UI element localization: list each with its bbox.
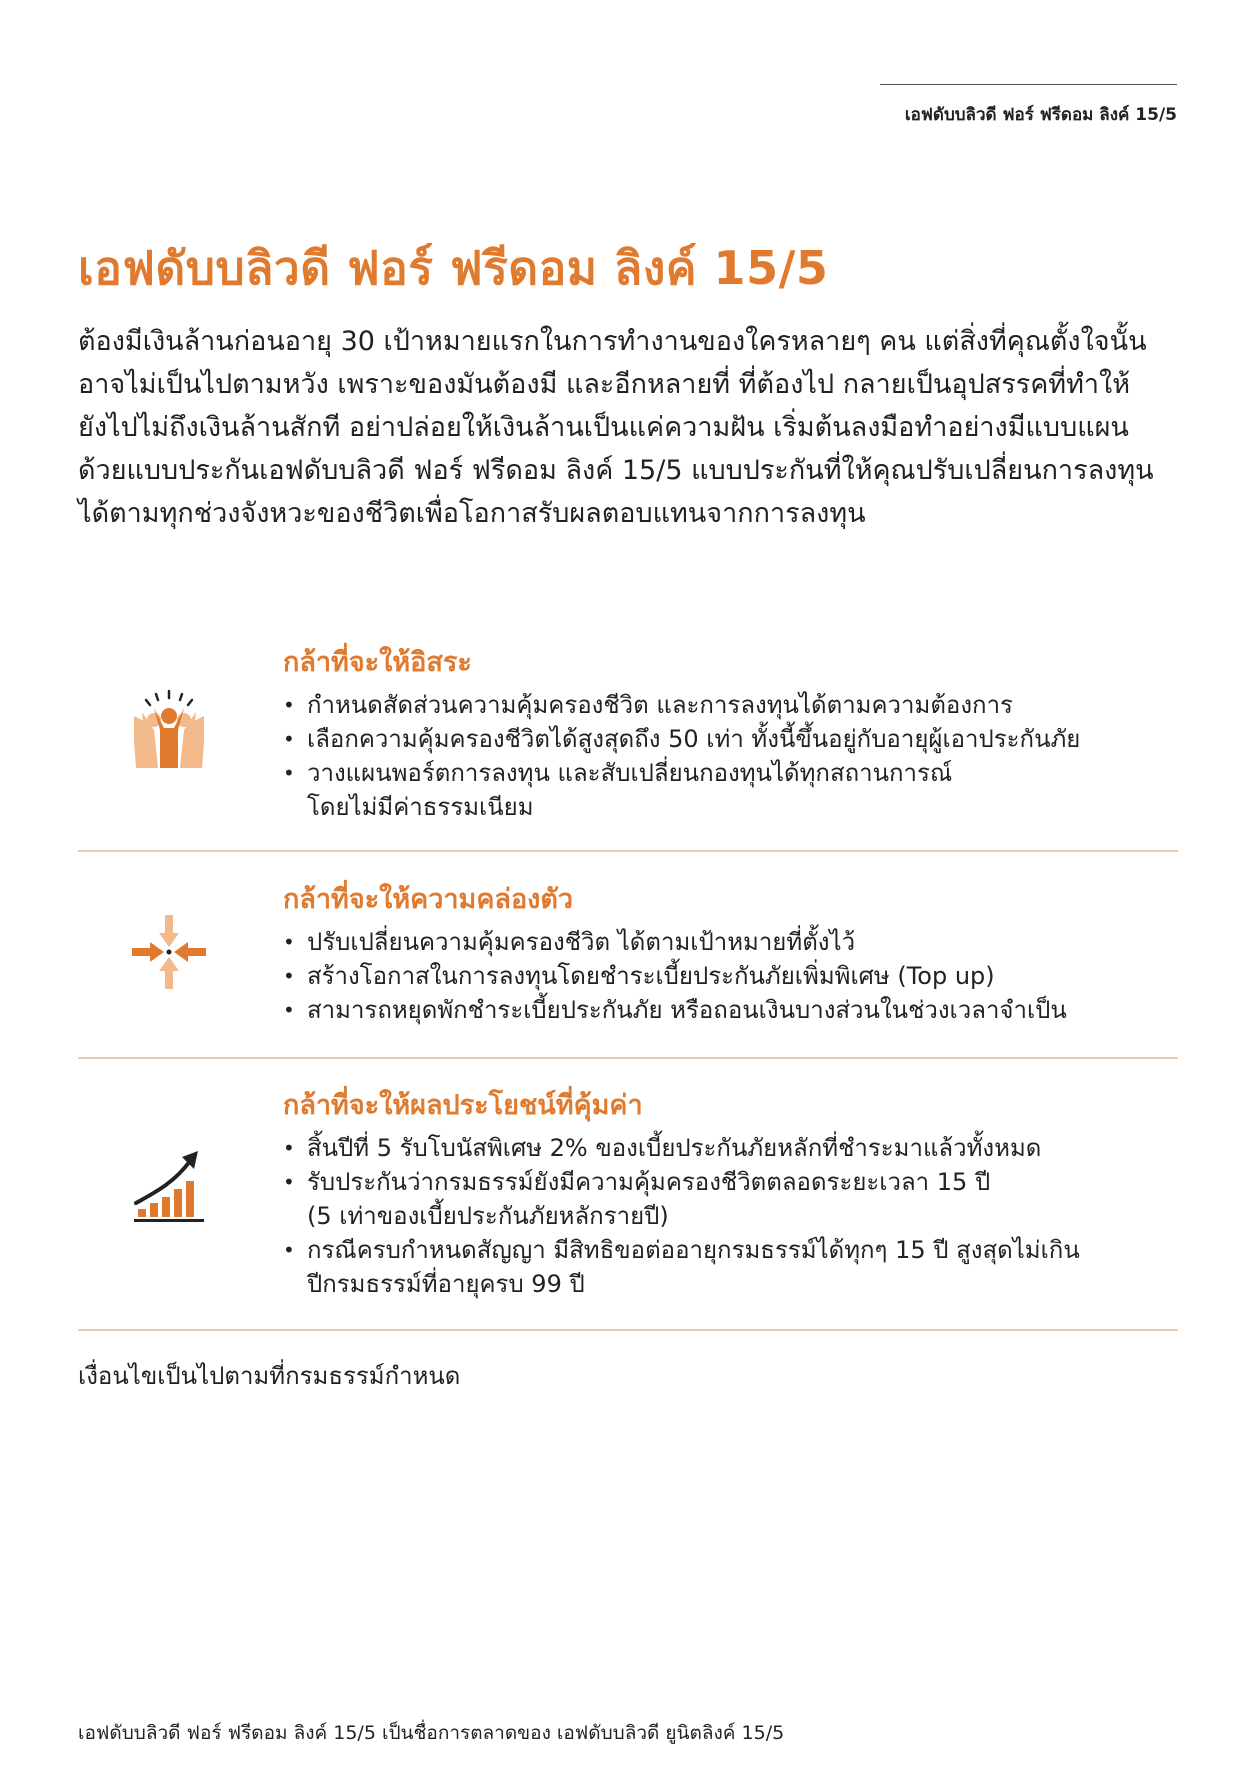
section-divider (78, 850, 1178, 852)
intro-line: ต้องมีเงินล้านก่อนอายุ 30 เป้าหมายแรกในการทำงานของใครหลายๆ คน แต่สิ่งที่คุณตั้งใจนั้น (78, 326, 1147, 357)
section-heading: กล้าที่จะให้ผลประโยชน์ที่คุ้มค่า (283, 1090, 643, 1121)
intro-paragraph (78, 320, 1178, 535)
bullet-list (283, 688, 1080, 824)
bullet-item: • สร้างโอกาสในการลงทุนโดยชำระเบี้ยประกันภัยเพิ่มพิเศษ (Top up) (283, 959, 1067, 993)
arrows-converge-icon (124, 907, 214, 997)
bullet-item: • รับประกันว่ากรมธรรม์ยังมีความคุ้มครองชีวิตตลอดระยะเวลา 15 ปี (5 เท่าของเบี้ยประกันภัยหลักรายปี) (283, 1165, 1080, 1233)
section-heading: กล้าที่จะให้ความคล่องตัว (283, 884, 574, 915)
header-rule (880, 84, 1177, 85)
bullet-list (283, 1131, 1080, 1301)
bullet-item: • เลือกความคุ้มครองชีวิตได้สูงสุดถึง 50 เท่า ทั้งนี้ขึ้นอยู่กับอายุผู้เอาประกันภัย (283, 722, 1080, 756)
section-divider (78, 1057, 1178, 1059)
bullet-item: • กำหนดสัดส่วนความคุ้มครองชีวิต และการลงทุนได้ตามความต้องการ (283, 688, 1080, 722)
intro-line: ยังไปไม่ถึงเงินล้านสักที อย่าปล่อยให้เงินล้านเป็นแค่ความฝัน เริ่มต้นลงมือทำอย่างมีแบบแผน (78, 412, 1129, 443)
intro-line: ได้ตามทุกช่วงจังหวะของชีวิตเพื่อโอกาสรับผลตอบแทนจากการลงทุน (78, 498, 866, 529)
footer-note: เอฟดับบลิวดี ฟอร์ ฟรีดอม ลิงค์ 15/5 เป็นชื่อการตลาดของ เอฟดับบลิวดี ยูนิตลิงค์ 15/5 (78, 1722, 785, 1744)
bullet-item: • กรณีครบกำหนดสัญญา มีสิทธิขอต่ออายุกรมธรรม์ได้ทุกๆ 15 ปี สูงสุดไม่เกิน ปีกรมธรรม์ที่อายุครบ 99 ปี (283, 1233, 1080, 1301)
people-cheering-icon (124, 686, 214, 776)
intro-line: อาจไม่เป็นไปตามหวัง เพราะของมันต้องมี และอีกหลายที่ ที่ต้องไป กลายเป็นอุปสรรคที่ทำให้ (78, 369, 1131, 400)
header-title: เอฟดับบลิวดี ฟอร์ ฟรีดอม ลิงค์ 15/5 (904, 105, 1177, 125)
intro-line: ด้วยแบบประกันเอฟดับบลิวดี ฟอร์ ฟรีดอม ลิงค์ 15/5 แบบประกันที่ให้คุณปรับเปลี่ยนการลงทุน (78, 455, 1154, 486)
section-heading: กล้าที่จะให้อิสระ (283, 647, 472, 678)
page-title: เอฟดับบลิวดี ฟอร์ ฟรีดอม ลิงค์ 15/5 (78, 241, 829, 295)
bullet-item: • วางแผนพอร์ตการลงทุน และสับเปลี่ยนกองทุนได้ทุกสถานการณ์ โดยไม่มีค่าธรรมเนียม (283, 756, 1080, 824)
bullet-item: • สามารถหยุดพักชำระเบี้ยประกันภัย หรือถอนเงินบางส่วนในช่วงเวลาจำเป็น (283, 993, 1067, 1027)
growth-chart-icon (124, 1143, 214, 1233)
bullet-list (283, 925, 1067, 1027)
bullet-item: • สิ้นปีที่ 5 รับโบนัสพิเศษ 2% ของเบี้ยประกันภัยหลักที่ชำระมาแล้วทั้งหมด (283, 1131, 1080, 1165)
bullet-item: • ปรับเปลี่ยนความคุ้มครองชีวิต ได้ตามเป้าหมายที่ตั้งไว้ (283, 925, 1067, 959)
conditions-note: เงื่อนไขเป็นไปตามที่กรมธรรม์กำหนด (78, 1362, 461, 1390)
section-divider (78, 1329, 1178, 1331)
